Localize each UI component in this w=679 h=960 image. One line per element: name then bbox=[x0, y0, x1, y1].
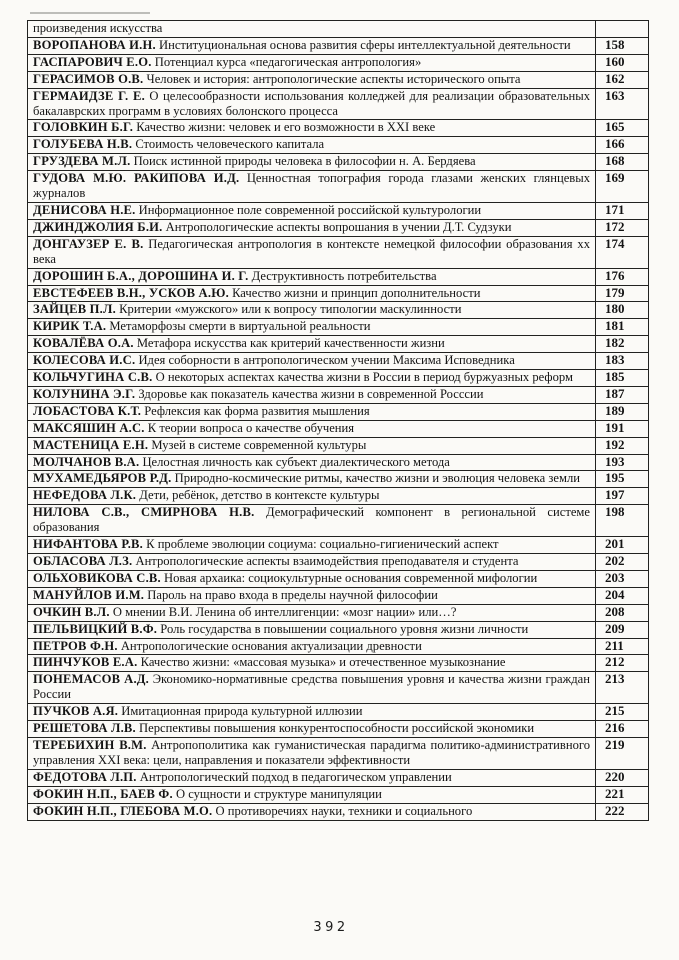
entry-author: ЕВСТЕФЕЕВ В.Н., УСКОВ А.Ю. bbox=[33, 285, 229, 300]
entry-author: МАСТЕНИЦА Е.Н. bbox=[33, 437, 149, 452]
entry-title: Педагогическая антропология в контексте немецкой философии образования хх века bbox=[33, 236, 590, 266]
entry-author: КОВАЛЁВА О.А. bbox=[33, 336, 134, 351]
entry-page-number: 182 bbox=[596, 336, 649, 353]
toc-row bbox=[28, 370, 649, 387]
entry-title: Антропологические основания актуализации древности bbox=[117, 638, 422, 653]
entry-author: ЛОБАСТОВА К.Т. bbox=[33, 403, 142, 418]
entry-author: ОЧКИН В.Л. bbox=[33, 604, 110, 619]
toc-row bbox=[28, 537, 649, 554]
entry-title: Роль государства в повышении социального уровня жизни личности bbox=[157, 621, 529, 636]
entry-page-number: 211 bbox=[596, 638, 649, 655]
toc-row bbox=[28, 621, 649, 638]
entry-author: ГОЛОВКИН Б.Г. bbox=[33, 120, 134, 135]
toc-entry-cell bbox=[28, 737, 596, 769]
entry-title: Антропологические аспекты вопрошания в учении Д.Т. Судзуки bbox=[162, 219, 512, 234]
toc-entry-cell bbox=[28, 71, 596, 88]
entry-author: ГРУЗДЕВА М.Л. bbox=[33, 154, 131, 169]
toc-entry-cell bbox=[28, 672, 596, 704]
entry-page-number: 192 bbox=[596, 437, 649, 454]
toc-entry-cell bbox=[28, 786, 596, 803]
entry-title: Пароль на право входа в пределы научной философии bbox=[144, 587, 438, 602]
toc-entry-cell bbox=[28, 353, 596, 370]
entry-title: Поиск истинной природы человека в философии н. А. Бердяева bbox=[130, 154, 476, 169]
entry-page-number: 220 bbox=[596, 769, 649, 786]
entry-page-number: 169 bbox=[596, 171, 649, 203]
toc-entry-cell bbox=[28, 370, 596, 387]
entry-title: Информационное поле современной российской культурологии bbox=[135, 202, 482, 217]
entry-page-number: 174 bbox=[596, 236, 649, 268]
entry-author: ПЕТРОВ Ф.Н. bbox=[33, 638, 118, 653]
entry-page-number: 219 bbox=[596, 737, 649, 769]
toc-row bbox=[28, 319, 649, 336]
toc-row bbox=[28, 336, 649, 353]
entry-page-number: 168 bbox=[596, 154, 649, 171]
toc-row bbox=[28, 704, 649, 721]
entry-title: Перспективы повышения конкурентоспособности российской экономики bbox=[135, 721, 535, 736]
entry-author: МУХАМЕДЬЯРОВ Р.Д. bbox=[33, 471, 172, 486]
entry-title: Музей в системе современной культуры bbox=[148, 437, 367, 452]
entry-page-number: 195 bbox=[596, 471, 649, 488]
toc-row bbox=[28, 437, 649, 454]
entry-title: Потенциал курса «педагогическая антропология» bbox=[151, 54, 422, 69]
toc-row bbox=[28, 219, 649, 236]
toc-entry-cell bbox=[28, 137, 596, 154]
toc-row bbox=[28, 386, 649, 403]
entry-page-number: 208 bbox=[596, 604, 649, 621]
toc-row bbox=[28, 721, 649, 738]
entry-author: ПОНЕМАСОВ А.Д. bbox=[33, 672, 150, 687]
entry-page-number: 183 bbox=[596, 353, 649, 370]
entry-title: Имитационная природа культурной иллюзии bbox=[118, 704, 363, 719]
entry-title: Институциональная основа развития сферы интеллектуальной деятельности bbox=[155, 37, 571, 52]
toc-row bbox=[28, 769, 649, 786]
entry-author: МАНУЙЛОВ И.М. bbox=[33, 587, 145, 602]
toc-entry-cell bbox=[28, 37, 596, 54]
entry-page-number: 176 bbox=[596, 268, 649, 285]
toc-row bbox=[28, 88, 649, 120]
entry-author: ДОНГАУЗЕР Е. В. bbox=[33, 236, 144, 251]
entry-author: ПУЧКОВ А.Я. bbox=[33, 704, 119, 719]
toc-entry-cell bbox=[28, 587, 596, 604]
entry-title: К теории вопроса о качестве обучения bbox=[144, 420, 355, 435]
toc-entry-cell bbox=[28, 268, 596, 285]
entry-title: Дети, ребёнок, детство в контексте культуры bbox=[136, 488, 380, 503]
toc-row bbox=[28, 236, 649, 268]
entry-author: ПЕЛЬВИЦКИЙ В.Ф. bbox=[33, 621, 158, 636]
toc-row bbox=[28, 37, 649, 54]
toc-entry-cell bbox=[28, 704, 596, 721]
toc-row bbox=[28, 302, 649, 319]
toc-entry-cell bbox=[28, 471, 596, 488]
entry-author: ВОРОПАНОВА И.Н. bbox=[33, 37, 156, 52]
entry-page-number: 171 bbox=[596, 202, 649, 219]
entry-page-number: 198 bbox=[596, 505, 649, 537]
entry-author: МАКСЯШИН А.С. bbox=[33, 420, 145, 435]
entry-title: Экономико-нормативные средства повышения уровня и качества жизни граждан России bbox=[33, 672, 590, 702]
toc-entry-cell bbox=[28, 570, 596, 587]
entry-title: Критерии «мужского» или к вопросу типологии маскулинности bbox=[115, 302, 462, 317]
toc-row bbox=[28, 71, 649, 88]
toc-row bbox=[28, 786, 649, 803]
toc-entry-cell bbox=[28, 88, 596, 120]
toc-entry-cell bbox=[28, 219, 596, 236]
toc-row bbox=[28, 202, 649, 219]
entry-page-number: 158 bbox=[596, 37, 649, 54]
entry-author: КОЛЬЧУГИНА С.В. bbox=[33, 370, 153, 385]
toc-row bbox=[28, 54, 649, 71]
entry-page-number: 209 bbox=[596, 621, 649, 638]
entry-page-number: 166 bbox=[596, 137, 649, 154]
entry-title: произведения искусства bbox=[33, 21, 163, 35]
toc-row bbox=[28, 268, 649, 285]
entry-author: НИЛОВА С.В., СМИРНОВА Н.В. bbox=[33, 505, 255, 520]
toc-entry-cell bbox=[28, 54, 596, 71]
toc-row bbox=[28, 21, 649, 38]
entry-author: ДОРОШИН Б.А., ДОРОШИНА И. Г. bbox=[33, 268, 249, 283]
toc-row bbox=[28, 672, 649, 704]
entry-page-number: 212 bbox=[596, 655, 649, 672]
entry-title: Антропополитика как гуманистическая парадигма политико-административного управления XXI века: цели, направления и показатели эффективности bbox=[33, 737, 591, 767]
entry-page-number: 202 bbox=[596, 554, 649, 571]
entry-page-number: 172 bbox=[596, 219, 649, 236]
toc-entry-cell bbox=[28, 302, 596, 319]
toc-entry-cell bbox=[28, 721, 596, 738]
toc-entry-cell bbox=[28, 236, 596, 268]
scan-artifact-line bbox=[30, 12, 150, 14]
entry-author: ГОЛУБЕВА Н.В. bbox=[33, 137, 133, 152]
entry-page-number: 163 bbox=[596, 88, 649, 120]
entry-author: КОЛУНИНА Э.Г. bbox=[33, 386, 136, 401]
toc-row bbox=[28, 171, 649, 203]
entry-title: Здоровье как показатель качества жизни в современной Росссии bbox=[135, 386, 484, 401]
toc-entry-cell bbox=[28, 488, 596, 505]
entry-author: ГАСПАРОВИЧ Е.О. bbox=[33, 54, 152, 69]
entry-page-number: 197 bbox=[596, 488, 649, 505]
entry-author: ОЛЬХОВИКОВА С.В. bbox=[33, 570, 161, 585]
entry-title: Демографический компонент в региональной системе образования bbox=[33, 505, 590, 535]
entry-title: Качество жизни и принцип дополнительности bbox=[228, 285, 481, 300]
toc-row bbox=[28, 587, 649, 604]
entry-author: ФЕДОТОВА Л.П. bbox=[33, 769, 137, 784]
entry-title: Деструктивность потребительства bbox=[248, 268, 437, 283]
entry-title: Метаморфозы смерти в виртуальной реальности bbox=[106, 319, 371, 334]
toc-row bbox=[28, 803, 649, 820]
entry-title: Целостная личность как субъект диалектического метода bbox=[139, 454, 450, 469]
toc-row bbox=[28, 154, 649, 171]
entry-title: О противоречиях науки, техники и социального bbox=[212, 803, 473, 818]
toc-row bbox=[28, 137, 649, 154]
entry-author: РЕШЕТОВА Л.В. bbox=[33, 721, 136, 736]
entry-page-number: 204 bbox=[596, 587, 649, 604]
entry-page-number: 215 bbox=[596, 704, 649, 721]
entry-author: ДЕНИСОВА Н.Е. bbox=[33, 202, 136, 217]
entry-page-number: 187 bbox=[596, 386, 649, 403]
entry-author: ПИНЧУКОВ Е.А. bbox=[33, 655, 138, 670]
toc-row bbox=[28, 505, 649, 537]
toc-entry-cell bbox=[28, 437, 596, 454]
toc-entry-cell bbox=[28, 638, 596, 655]
toc-entry-cell bbox=[28, 154, 596, 171]
toc-entry-cell bbox=[28, 537, 596, 554]
entry-title: Человек и история: антропологические аспекты исторического опыта bbox=[143, 71, 521, 86]
toc-entry-cell bbox=[28, 386, 596, 403]
entry-page-number: 203 bbox=[596, 570, 649, 587]
entry-title: О целесообразности использования колледжей для реализации образовательных бакалаврских программ в условиях болонского процесса bbox=[33, 88, 590, 118]
entry-author: ДЖИНДЖОЛИЯ Б.И. bbox=[33, 219, 163, 234]
toc-entry-cell bbox=[28, 319, 596, 336]
toc-row bbox=[28, 570, 649, 587]
entry-title: Стоимость человеческого капитала bbox=[132, 137, 325, 152]
entry-page-number: 222 bbox=[596, 803, 649, 820]
entry-page-number: 213 bbox=[596, 672, 649, 704]
toc-row bbox=[28, 120, 649, 137]
entry-title: Метафора искусства как критерий качественности жизни bbox=[133, 336, 445, 351]
entry-author: ТЕРЕБИХИН В.М. bbox=[33, 737, 147, 752]
entry-author: МОЛЧАНОВ В.А. bbox=[33, 454, 140, 469]
toc-row bbox=[28, 638, 649, 655]
entry-page-number: 165 bbox=[596, 120, 649, 137]
toc-entry-cell bbox=[28, 505, 596, 537]
entry-title: К проблеме эволюции социума: социально-гигиенический аспект bbox=[143, 537, 499, 552]
entry-author: НИФАНТОВА Р.В. bbox=[33, 537, 143, 552]
toc-row bbox=[28, 285, 649, 302]
entry-author: ГЕРМАИДЗЕ Г. Е. bbox=[33, 88, 145, 103]
toc-entry-cell bbox=[28, 171, 596, 203]
toc-entry-cell bbox=[28, 769, 596, 786]
entry-page-number: 201 bbox=[596, 537, 649, 554]
entry-page-number: 180 bbox=[596, 302, 649, 319]
entry-author: ФОКИН Н.П., ГЛЕБОВА М.О. bbox=[33, 803, 213, 818]
entry-title: О некоторых аспектах качества жизни в России в период буржуазных реформ bbox=[152, 370, 573, 385]
entry-author: ЗАЙЦЕВ П.Л. bbox=[33, 302, 116, 317]
toc-entry-cell bbox=[28, 554, 596, 571]
toc-row bbox=[28, 554, 649, 571]
toc-entry-cell bbox=[28, 420, 596, 437]
entry-author: ОБЛАСОВА Л.З. bbox=[33, 554, 133, 568]
toc-row bbox=[28, 353, 649, 370]
entry-title: Рефлексия как форма развития мышления bbox=[141, 403, 370, 418]
toc-entry-cell bbox=[28, 120, 596, 137]
entry-title: Природно-космические ритмы, качество жизни и эволюция человека земли bbox=[171, 471, 580, 486]
toc-entry-cell bbox=[28, 604, 596, 621]
toc-entry-cell bbox=[28, 621, 596, 638]
toc-row bbox=[28, 471, 649, 488]
entry-title: Новая архаика: социокультурные основания современной мифологии bbox=[160, 570, 538, 585]
entry-title: Качество жизни: «массовая музыка» и отечественное музыкознание bbox=[137, 655, 506, 670]
toc-row bbox=[28, 420, 649, 437]
entry-author: ГЕРАСИМОВ О.В. bbox=[33, 71, 144, 86]
entry-author: ГУДОВА М.Ю. РАКИПОВА И.Д. bbox=[33, 171, 240, 186]
entry-author: КОЛЕСОВА И.С. bbox=[33, 353, 136, 368]
entry-title: Антропологические аспекты взаимодействия преподавателя и студента bbox=[132, 554, 519, 568]
toc-table-body bbox=[28, 21, 649, 821]
entry-page-number: 185 bbox=[596, 370, 649, 387]
entry-page-number: 162 bbox=[596, 71, 649, 88]
toc-row bbox=[28, 454, 649, 471]
toc-row bbox=[28, 403, 649, 420]
entry-title: Антропологический подход в педагогическом управлении bbox=[136, 769, 452, 784]
entry-author: КИРИК Т.А. bbox=[33, 319, 107, 334]
entry-page-number: 181 bbox=[596, 319, 649, 336]
toc-entry-cell bbox=[28, 285, 596, 302]
toc-entry-cell bbox=[28, 454, 596, 471]
entry-title: Качество жизни: человек и его возможности в XXI веке bbox=[133, 120, 436, 135]
entry-title: Ценностная топография города глазами женских глянцевых журналов bbox=[33, 171, 590, 201]
toc-row bbox=[28, 604, 649, 621]
entry-author: НЕФЕДОВА Л.К. bbox=[33, 488, 137, 503]
entry-page-number: 221 bbox=[596, 786, 649, 803]
toc-row bbox=[28, 488, 649, 505]
entry-page-number bbox=[596, 21, 649, 38]
toc-entry-cell bbox=[28, 403, 596, 420]
entry-page-number: 160 bbox=[596, 54, 649, 71]
toc-entry-cell bbox=[28, 21, 596, 38]
entry-page-number: 179 bbox=[596, 285, 649, 302]
entry-page-number: 193 bbox=[596, 454, 649, 471]
entry-title: О мнении В.И. Ленина об интеллигенции: «мозг нации» или…? bbox=[109, 604, 457, 619]
toc-table bbox=[27, 20, 649, 821]
entry-page-number: 189 bbox=[596, 403, 649, 420]
toc-entry-cell bbox=[28, 655, 596, 672]
entry-author: ФОКИН Н.П., БАЕВ Ф. bbox=[33, 786, 173, 801]
entry-page-number: 191 bbox=[596, 420, 649, 437]
toc-entry-cell bbox=[28, 336, 596, 353]
entry-title: Идея соборности в антропологическом учении Максима Исповедника bbox=[135, 353, 515, 368]
entry-page-number: 216 bbox=[596, 721, 649, 738]
toc-entry-cell bbox=[28, 803, 596, 820]
entry-title: О сущности и структуре манипуляции bbox=[172, 786, 382, 801]
toc-row bbox=[28, 737, 649, 769]
toc-row bbox=[28, 655, 649, 672]
toc-entry-cell bbox=[28, 202, 596, 219]
footer-page-number: 392 bbox=[313, 920, 349, 935]
